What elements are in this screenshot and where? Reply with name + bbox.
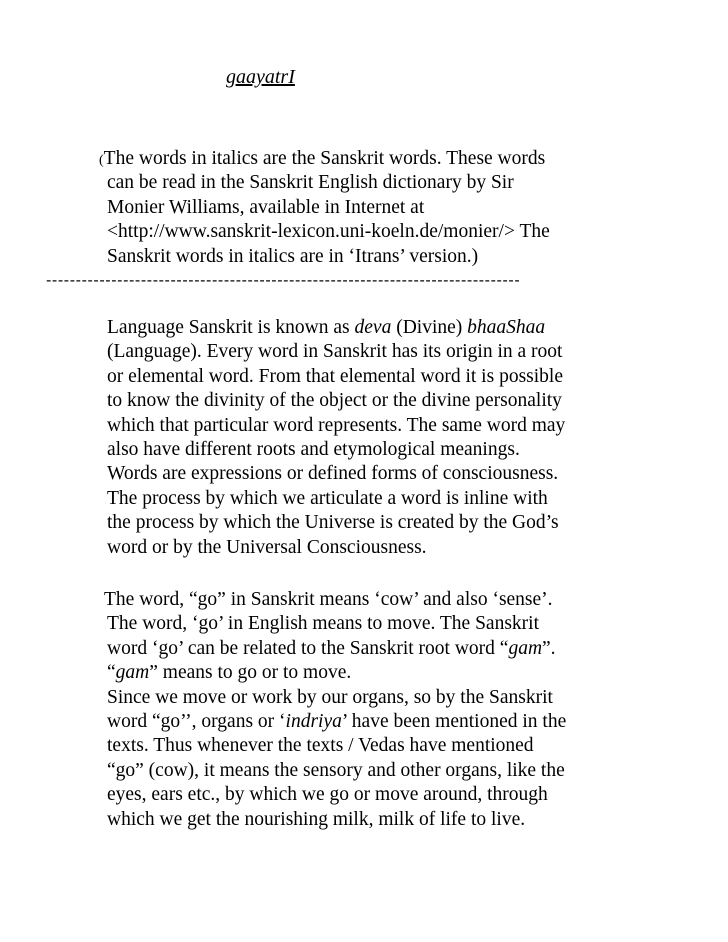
paragraph-line: The process by which we articulate a word is inline with [107, 487, 548, 509]
paragraph-line: texts. Thus whenever the texts / Vedas have mentioned [107, 735, 534, 757]
text-run: Language Sanskrit is known as [107, 317, 355, 338]
paragraph-line: The word, “go” in Sanskrit means ‘cow’ and also ‘sense’. [104, 589, 553, 610]
text-run: (Divine) [391, 317, 468, 338]
sanskrit-term: deva [354, 317, 392, 338]
paragraph-line: which that particular word represents. The same word may [107, 414, 566, 436]
text-run: “ [107, 662, 116, 684]
paragraph-line: which we get the nourishing milk, milk of life to live. [107, 808, 526, 830]
sanskrit-term: gam [115, 662, 150, 684]
intro-line: <http://www.sanskrit-lexicon.uni-koeln.de/monier/> The [107, 221, 550, 243]
paragraph-line [104, 637, 566, 661]
paragraph-line: word or by the Universal Consciousness. [107, 536, 427, 558]
text-run: ”. [542, 637, 556, 659]
document-title: gaayatrI [226, 66, 295, 88]
intro-open-paren: ( [99, 153, 104, 168]
intro-line: Sanskrit words in italics are in ‘Itrans’ version.) [107, 245, 479, 267]
intro-note [99, 147, 550, 269]
paragraph-go [104, 588, 566, 832]
paragraph-line [104, 710, 566, 734]
text-run: ” means to go or to move. [149, 662, 352, 684]
dashed-separator: -------------------------------------------------------------------------------- [46, 272, 521, 289]
paragraph-line: Since we move or work by our organs, so by the Sanskrit [107, 686, 553, 708]
paragraph-line: (Language). Every word in Sanskrit has its origin in a root [107, 341, 563, 363]
paragraph-line: The word, ‘go’ in English means to move. The Sanskrit [107, 613, 539, 635]
paragraph-line: “go” (cow), it means the sensory and other organs, like the [107, 759, 565, 781]
sanskrit-term: bhaaShaa [467, 317, 546, 338]
paragraph-line: the process by which the Universe is created by the God’s [107, 512, 559, 534]
text-run: word ‘go’ can be related to the Sanskrit root word “ [107, 637, 509, 659]
paragraph-language [107, 316, 565, 560]
paragraph-line [104, 661, 566, 685]
paragraph-line: eyes, ears etc., by which we go or move around, through [107, 784, 548, 806]
intro-line-text: The words in italics are the Sanskrit words. These words [103, 148, 546, 169]
paragraph-line: Words are expressions or defined forms of consciousness. [107, 463, 559, 485]
text-run: ’ have been mentioned in the [341, 710, 567, 732]
paragraph-line [107, 316, 565, 340]
sanskrit-term: gam [508, 637, 543, 659]
paragraph-line: or elemental word. From that elemental word it is possible [107, 365, 563, 387]
intro-line: can be read in the Sanskrit English dictionary by Sir [107, 172, 514, 194]
paragraph-line: to know the divinity of the object or the divine personality [107, 390, 562, 412]
paragraph-line: also have different roots and etymological meanings. [107, 438, 520, 460]
text-run: word “go’’, organs or ‘ [107, 710, 286, 732]
intro-line [99, 147, 550, 171]
intro-line: Monier Williams, available in Internet at [107, 196, 425, 218]
sanskrit-term: indriya [285, 710, 342, 732]
